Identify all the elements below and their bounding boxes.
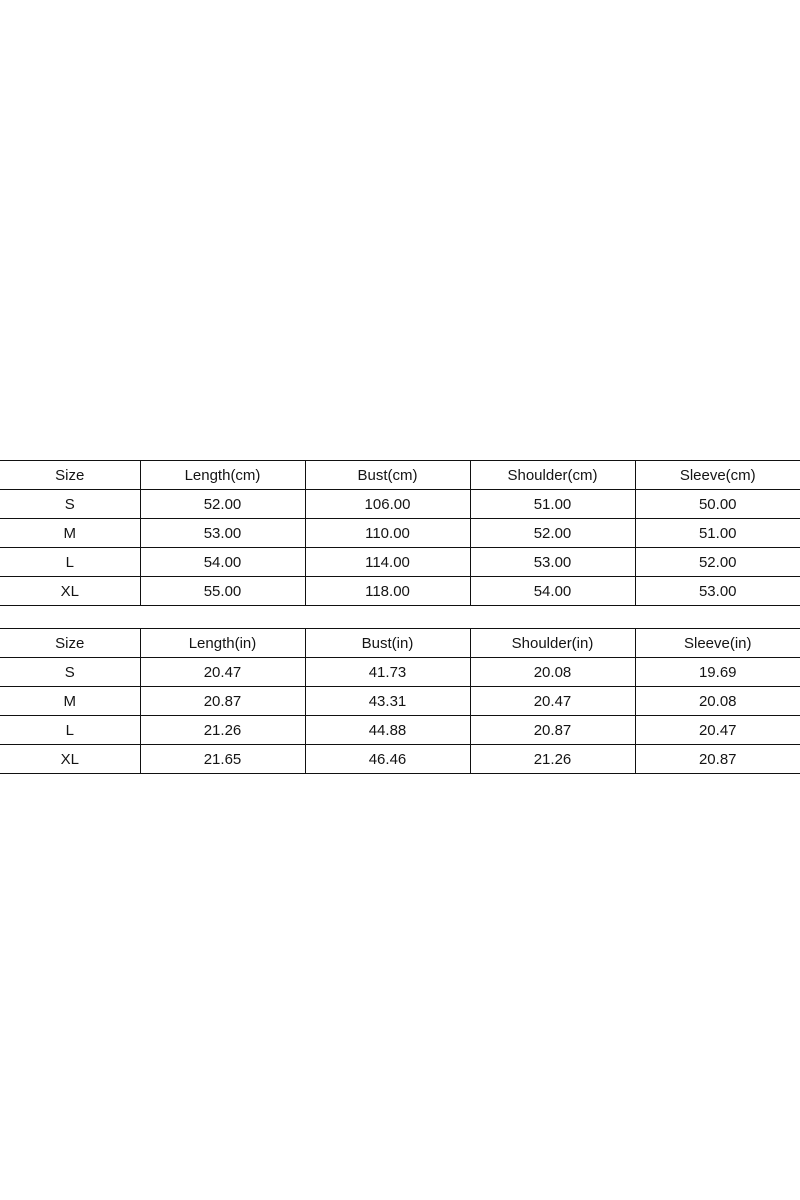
cell-shoulder: 51.00 (470, 490, 635, 519)
column-header-size: Size (0, 629, 140, 658)
cell-size: L (0, 548, 140, 577)
table-row (0, 548, 800, 577)
cell-length: 55.00 (140, 577, 305, 606)
cell-size: M (0, 519, 140, 548)
column-header-sleeve: Sleeve(in) (635, 629, 800, 658)
cell-bust: 43.31 (305, 687, 470, 716)
cell-size: XL (0, 745, 140, 774)
cell-bust: 106.00 (305, 490, 470, 519)
cell-sleeve: 52.00 (635, 548, 800, 577)
cell-sleeve: 51.00 (635, 519, 800, 548)
cell-size: M (0, 687, 140, 716)
cell-length: 21.26 (140, 716, 305, 745)
size-chart-inches (0, 628, 800, 774)
table-header (0, 629, 800, 658)
cell-shoulder: 20.08 (470, 658, 635, 687)
column-header-shoulder: Shoulder(in) (470, 629, 635, 658)
cell-sleeve: 20.87 (635, 745, 800, 774)
cell-sleeve: 19.69 (635, 658, 800, 687)
cell-sleeve: 50.00 (635, 490, 800, 519)
cell-shoulder: 20.87 (470, 716, 635, 745)
cell-length: 20.47 (140, 658, 305, 687)
cell-sleeve: 20.47 (635, 716, 800, 745)
cell-bust: 118.00 (305, 577, 470, 606)
cell-sleeve: 20.08 (635, 687, 800, 716)
cell-length: 20.87 (140, 687, 305, 716)
column-header-length: Length(cm) (140, 461, 305, 490)
cell-bust: 114.00 (305, 548, 470, 577)
table-row (0, 687, 800, 716)
table-body (0, 490, 800, 606)
column-header-bust: Bust(in) (305, 629, 470, 658)
column-header-shoulder: Shoulder(cm) (470, 461, 635, 490)
cell-bust: 44.88 (305, 716, 470, 745)
table-header (0, 461, 800, 490)
cell-shoulder: 52.00 (470, 519, 635, 548)
cell-shoulder: 21.26 (470, 745, 635, 774)
table-row (0, 490, 800, 519)
cell-size: S (0, 658, 140, 687)
column-header-size: Size (0, 461, 140, 490)
cell-bust: 41.73 (305, 658, 470, 687)
cell-shoulder: 20.47 (470, 687, 635, 716)
column-header-bust: Bust(cm) (305, 461, 470, 490)
size-chart-centimeters (0, 460, 800, 606)
table-row (0, 745, 800, 774)
cell-length: 54.00 (140, 548, 305, 577)
cell-shoulder: 54.00 (470, 577, 635, 606)
cell-size: L (0, 716, 140, 745)
table-row (0, 577, 800, 606)
table-row (0, 519, 800, 548)
column-header-length: Length(in) (140, 629, 305, 658)
cell-sleeve: 53.00 (635, 577, 800, 606)
table-body (0, 658, 800, 774)
table-header-row (0, 461, 800, 490)
cell-shoulder: 53.00 (470, 548, 635, 577)
table-row (0, 658, 800, 687)
cell-bust: 110.00 (305, 519, 470, 548)
cell-length: 21.65 (140, 745, 305, 774)
table-header-row (0, 629, 800, 658)
cell-size: XL (0, 577, 140, 606)
cell-size: S (0, 490, 140, 519)
table-row (0, 716, 800, 745)
cell-length: 53.00 (140, 519, 305, 548)
column-header-sleeve: Sleeve(cm) (635, 461, 800, 490)
cell-length: 52.00 (140, 490, 305, 519)
cell-bust: 46.46 (305, 745, 470, 774)
